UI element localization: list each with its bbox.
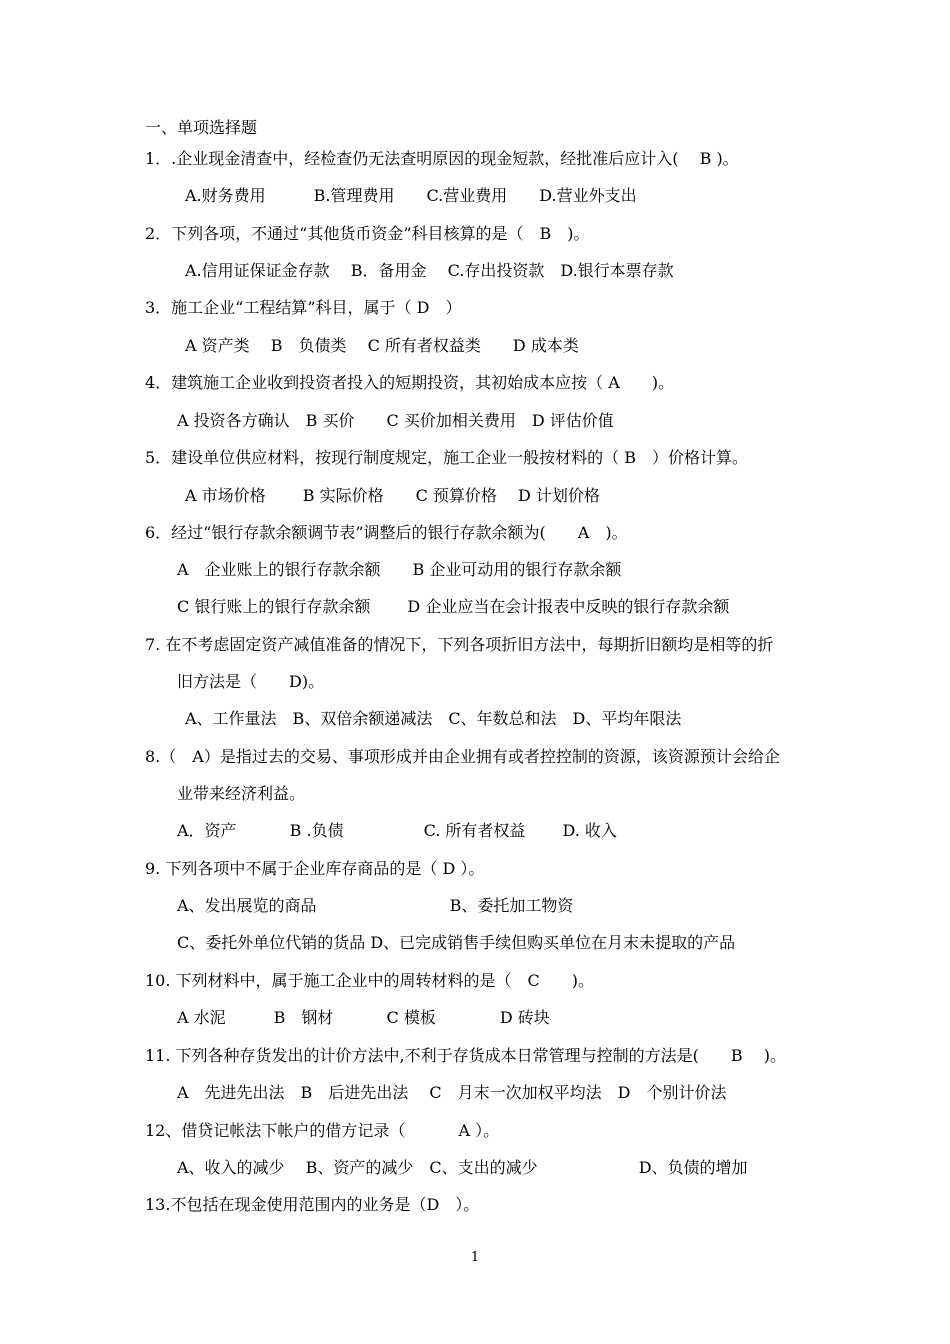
question-3: 3．施工企业“工程结算”科目，属于（ D ） [145,298,462,317]
question-6: 6．经过“银行存款余额调节表”调整后的银行存款余额为( A )。 [145,523,628,542]
question-7-options: A、工作量法 B、双倍余额递减法 C、年数总和法 D、平均年限法 [185,709,682,728]
question-10: 10. 下列材料中，属于施工企业中的周转材料的是（ C )。 [145,971,595,990]
question-11: 11. 下列各种存货发出的计价方法中,不利于存货成本日常管理与控制的方法是( B )。 [145,1046,786,1065]
question-7: 7. 在不考虑固定资产减值准备的情况下，下列各项折旧方法中，每期折旧额均是相等的折 [145,635,774,654]
question-8: 8.（ A）是指过去的交易、事项形成并由企业拥有或者控控制的资源，该资源预计会给企 [145,747,780,766]
question-5-options: A 市场价格 B 实际价格 C 预算价格 D 计划价格 [185,486,600,505]
question-8-cont: 业带来经济利益。 [177,784,306,803]
question-6-options-cd: C 银行账上的银行存款余额 D 企业应当在会计报表中反映的银行存款余额 [177,597,730,616]
question-9: 9. 下列各项中不属于企业库存商品的是（ D ）。 [145,859,485,878]
question-2-options: A.信用证保证金存款 B．备用金 C.存出投资款 D.银行本票存款 [185,261,674,280]
question-11-options: A 先进先出法 B 后进先出法 C 月末一次加权平均法 D 个别计价法 [177,1083,727,1102]
question-9-options-cd: C、委托外单位代销的货品 D、已完成销售手续但购买单位在月末未提取的产品 [177,933,736,952]
page-number: 1 [470,1250,480,1265]
question-1-options: A.财务费用 B.管理费用 C.营业费用 D.营业外支出 [185,186,637,205]
question-2: 2．下列各项，不通过“其他货币资金”科目核算的是（ B )。 [145,224,590,243]
section-title: 一、单项选择题 [145,118,258,137]
question-5: 5．建设单位供应材料，按现行制度规定，施工企业一般按材料的（ B ）价格计算。 [145,448,749,467]
question-9-options-ab: A、发出展览的商品 B、委托加工物资 [177,896,574,915]
question-12: 12、借贷记帐法下帐户的借方记录（ A ）。 [145,1121,500,1140]
question-10-options: A 水泥 B 钢材 C 模板 D 砖块 [177,1008,550,1027]
question-12-options: A、收入的减少 B、资产的减少 C、支出的减少 D、负债的增加 [177,1158,748,1177]
question-8-options: A．资产 B .负债 C. 所有者权益 D. 收入 [177,821,617,840]
question-13: 13.不包括在现金使用范围内的业务是（D ）。 [145,1195,480,1214]
question-7-cont: 旧方法是（ D)。 [177,672,325,691]
question-1: 1．.企业现金清查中，经检查仍无法查明原因的现金短款，经批准后应计入( B )。 [145,149,739,168]
question-6-options-ab: A 企业账上的银行存款余额 B 企业可动用的银行存款余额 [177,560,622,579]
question-4: 4．建筑施工企业收到投资者投入的短期投资，其初始成本应按（ A )。 [145,373,675,392]
question-4-options: A 投资各方确认 B 买价 C 买价加相关费用 D 评估价值 [177,411,614,430]
question-3-options: A 资产类 B 负债类 C 所有者权益类 D 成本类 [185,336,579,355]
